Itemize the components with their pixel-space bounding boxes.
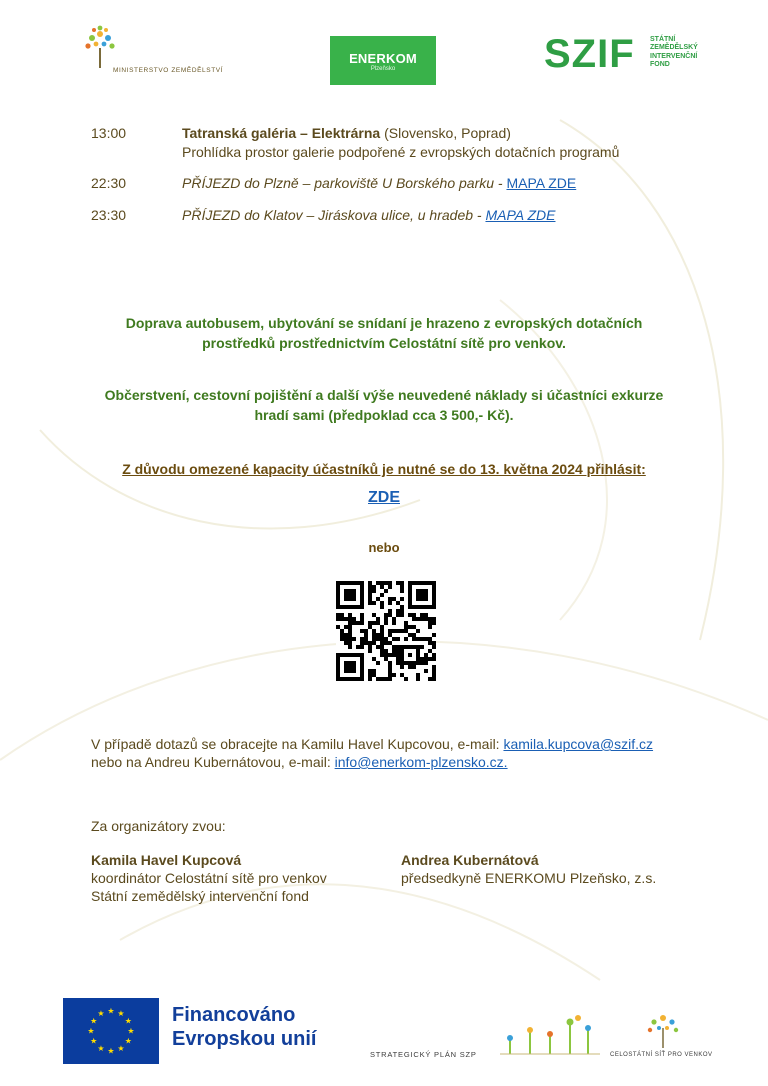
organizer-left bbox=[91, 851, 327, 905]
schedule-detail: Prohlídka prostor galerie podpořené z evropských dotačních programů bbox=[182, 144, 620, 160]
schedule-place: (Slovensko, Poprad) bbox=[380, 125, 511, 141]
qr-code[interactable] bbox=[336, 581, 436, 681]
szp-logo bbox=[500, 1010, 600, 1056]
css-label: CELOSTÁTNÍ SÍŤ PRO VENKOV bbox=[610, 1052, 713, 1058]
schedule-time: 13:00 bbox=[91, 125, 127, 141]
organizer-right bbox=[401, 851, 656, 887]
transport-note bbox=[84, 313, 684, 353]
organizer-name: Kamila Havel Kupcová bbox=[91, 852, 242, 868]
schedule-text: PŘÍJEZD do Plzně – parkoviště U Borského parku - bbox=[182, 175, 507, 191]
eu-line: Financováno bbox=[172, 1004, 296, 1026]
schedule-title: Tatranská galéria – Elektrárna bbox=[182, 125, 381, 141]
email-link-szif[interactable]: kamila.kupcova@szif.cz bbox=[503, 736, 654, 752]
schedule-item bbox=[182, 174, 576, 193]
eu-star: ★ bbox=[124, 1016, 132, 1026]
schedule-text: PŘÍJEZD do Klatov – Jiráskova ulice, u hradeb - bbox=[182, 207, 486, 223]
organizer-org: Státní zemědělský intervenční fond bbox=[91, 888, 309, 904]
deadline-note: Z důvodu omezené kapacity účastníků je nutné se do 13. května 2024 přihlásit: bbox=[122, 461, 646, 477]
ministry-logo bbox=[80, 24, 240, 88]
transport-line: Doprava autobusem, ubytování se snídaní je hrazeno z evropských dotačních bbox=[125, 315, 643, 331]
organizers-intro: Za organizátory zvou: bbox=[91, 818, 226, 834]
map-link-klatovy[interactable]: MAPA ZDE bbox=[485, 207, 556, 223]
szp-label: STRATEGICKÝ PLÁN SZP bbox=[370, 1050, 477, 1059]
contact-block bbox=[91, 735, 653, 771]
enerkom-logo bbox=[330, 36, 436, 85]
eu-star: ★ bbox=[107, 1046, 115, 1056]
eu-funding-label bbox=[172, 1003, 316, 1051]
enerkom-sub: Plzeňsko bbox=[370, 66, 396, 72]
costs-note bbox=[84, 385, 684, 425]
eu-star: ★ bbox=[97, 1009, 105, 1019]
schedule-item bbox=[182, 124, 619, 162]
eu-star: ★ bbox=[117, 1009, 125, 1019]
schedule-time: 23:30 bbox=[91, 207, 127, 223]
register-link[interactable]: ZDE bbox=[368, 489, 400, 506]
eu-star: ★ bbox=[127, 1026, 135, 1036]
eu-flag bbox=[63, 998, 159, 1064]
szif-label: SZIF bbox=[544, 32, 635, 76]
enerkom-label: ENERKOM bbox=[349, 51, 417, 66]
szif-line: FOND bbox=[650, 61, 670, 69]
contact-line2: nebo na Andreu Kubernátovou, e-mail: bbox=[91, 754, 335, 770]
map-link-plzen[interactable]: MAPA ZDE bbox=[506, 175, 577, 191]
or-label: nebo bbox=[368, 540, 400, 555]
organizer-role: koordinátor Celostátní sítě pro venkov bbox=[91, 870, 327, 886]
sprouts-icon bbox=[500, 1010, 600, 1056]
contact-line1: V případě dotazů se obracejte na Kamilu Havel Kupcovou, e-mail: bbox=[91, 736, 504, 752]
ministry-label: MINISTERSTVO ZEMĚDĚLSTVÍ bbox=[113, 67, 224, 74]
schedule-item bbox=[182, 206, 555, 225]
email-link-enerkom[interactable]: info@enerkom-plzensko.cz. bbox=[334, 754, 508, 770]
organizer-role: předsedkyně ENERKOMU Plzeňsko, z.s. bbox=[401, 870, 657, 886]
transport-line: prostředků prostřednictvím Celostátní sítě pro venkov. bbox=[202, 335, 566, 351]
szif-logo bbox=[544, 34, 714, 84]
network-tree-icon bbox=[640, 1010, 686, 1050]
costs-line: hradí sami (předpoklad cca 3 500,- Kč). bbox=[254, 407, 514, 423]
szif-line: INTERVENČNÍ bbox=[650, 52, 698, 60]
schedule-time: 22:30 bbox=[91, 175, 127, 191]
eu-star: ★ bbox=[90, 1016, 98, 1026]
eu-star: ★ bbox=[87, 1026, 95, 1036]
tree-icon bbox=[80, 24, 120, 72]
szif-fullname bbox=[650, 36, 698, 70]
eu-star: ★ bbox=[124, 1036, 132, 1046]
organizer-name: Andrea Kubernátová bbox=[401, 852, 539, 868]
costs-line: Občerstvení, cestovní pojištění a další výše neuvedené náklady si účastníci exkurze bbox=[104, 387, 664, 403]
eu-star: ★ bbox=[97, 1043, 105, 1053]
eu-stars-icon bbox=[63, 998, 159, 1064]
eu-star: ★ bbox=[90, 1036, 98, 1046]
szif-line: STÁTNÍ bbox=[650, 36, 676, 43]
eu-star: ★ bbox=[107, 1006, 115, 1016]
szif-line: ZEMĚDĚLSKÝ bbox=[650, 44, 698, 52]
css-logo bbox=[640, 1010, 686, 1050]
eu-line: Evropskou unií bbox=[172, 1028, 317, 1050]
eu-star: ★ bbox=[117, 1043, 125, 1053]
